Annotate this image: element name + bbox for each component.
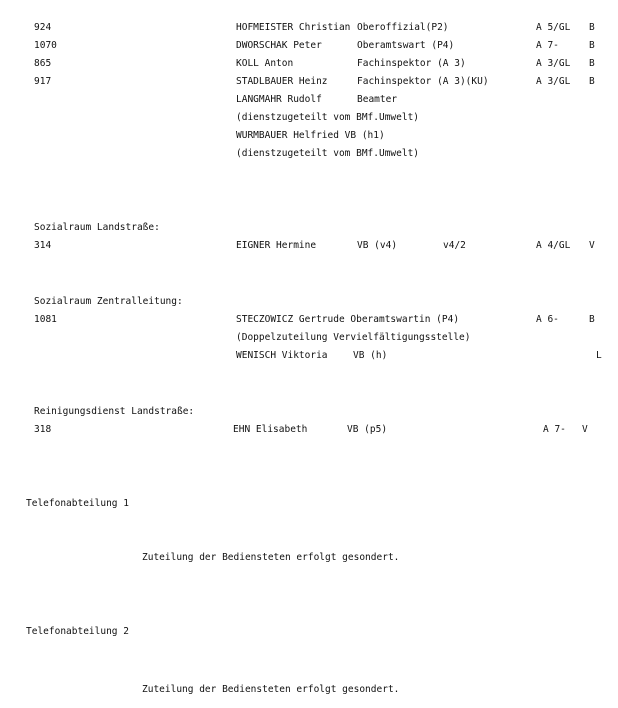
- section-heading: Sozialraum Zentralleitung:: [34, 296, 183, 307]
- staff-name: EHN Elisabeth: [233, 424, 308, 435]
- staff-grade: A 3/GL: [536, 76, 571, 87]
- staff-code: B: [589, 22, 595, 33]
- staff-grade: A 7-: [543, 424, 566, 435]
- staff-grade: A 4/GL: [536, 240, 571, 251]
- department-heading: Telefonabteilung 1: [26, 498, 129, 509]
- staff-grade: A 3/GL: [536, 58, 571, 69]
- staff-code: B: [589, 40, 595, 51]
- section-heading: Reinigungsdienst Landstraße:: [34, 406, 195, 417]
- staff-name: STECZOWICZ Gertrude Oberamtswartin (P4): [236, 314, 460, 325]
- staff-role: Beamter: [357, 94, 398, 105]
- staff-grade: A 5/GL: [536, 22, 571, 33]
- staff-name: LANGMAHR Rudolf: [236, 94, 322, 105]
- staff-entry: WURMBAUER Helfried VB (h1): [236, 130, 385, 141]
- staff-grade: A 7-: [536, 40, 559, 51]
- department-note: Zuteilung der Bediensteten erfolgt gesondert.: [142, 684, 400, 695]
- staff-name: HOFMEISTER Christian: [236, 22, 351, 33]
- staff-name: KOLL Anton: [236, 58, 294, 69]
- staff-name: EIGNER Hermine: [236, 240, 317, 251]
- staff-number: 318: [34, 424, 52, 435]
- staff-code: V: [589, 240, 595, 251]
- staff-role: Oberamtswart (P4): [357, 40, 455, 51]
- staff-number: 865: [34, 58, 52, 69]
- assignment-note: (Doppelzuteilung Vervielfältigungsstelle): [236, 332, 471, 343]
- section-heading: Sozialraum Landstraße:: [34, 222, 160, 233]
- staff-role: VB (h): [353, 350, 388, 361]
- staff-number: 1070: [34, 40, 57, 51]
- staff-code: B: [589, 314, 595, 325]
- staff-role: VB (v4): [357, 240, 398, 251]
- department-note: Zuteilung der Bediensteten erfolgt gesondert.: [142, 552, 400, 563]
- staff-number: 917: [34, 76, 52, 87]
- department-heading: Telefonabteilung 2: [26, 626, 129, 637]
- staff-name: WENISCH Viktoria: [236, 350, 328, 361]
- staff-pay-scheme: v4/2: [443, 240, 466, 251]
- staff-name: STADLBAUER Heinz: [236, 76, 328, 87]
- staff-role: Oberoffizial(P2): [357, 22, 449, 33]
- staff-code: L: [596, 350, 602, 361]
- staff-number: 924: [34, 22, 52, 33]
- staff-role: Fachinspektor (A 3): [357, 58, 466, 69]
- staff-number: 314: [34, 240, 52, 251]
- staff-grade: A 6-: [536, 314, 559, 325]
- staff-role: VB (p5): [347, 424, 388, 435]
- staff-code: V: [582, 424, 588, 435]
- staff-code: B: [589, 58, 595, 69]
- assignment-note: (dienstzugeteilt vom BMf.Umwelt): [236, 112, 420, 123]
- staff-name: DWORSCHAK Peter: [236, 40, 322, 51]
- assignment-note: (dienstzugeteilt vom BMf.Umwelt): [236, 148, 420, 159]
- staff-role: Fachinspektor (A 3)(KU): [357, 76, 489, 87]
- staff-number: 1081: [34, 314, 57, 325]
- staff-code: B: [589, 76, 595, 87]
